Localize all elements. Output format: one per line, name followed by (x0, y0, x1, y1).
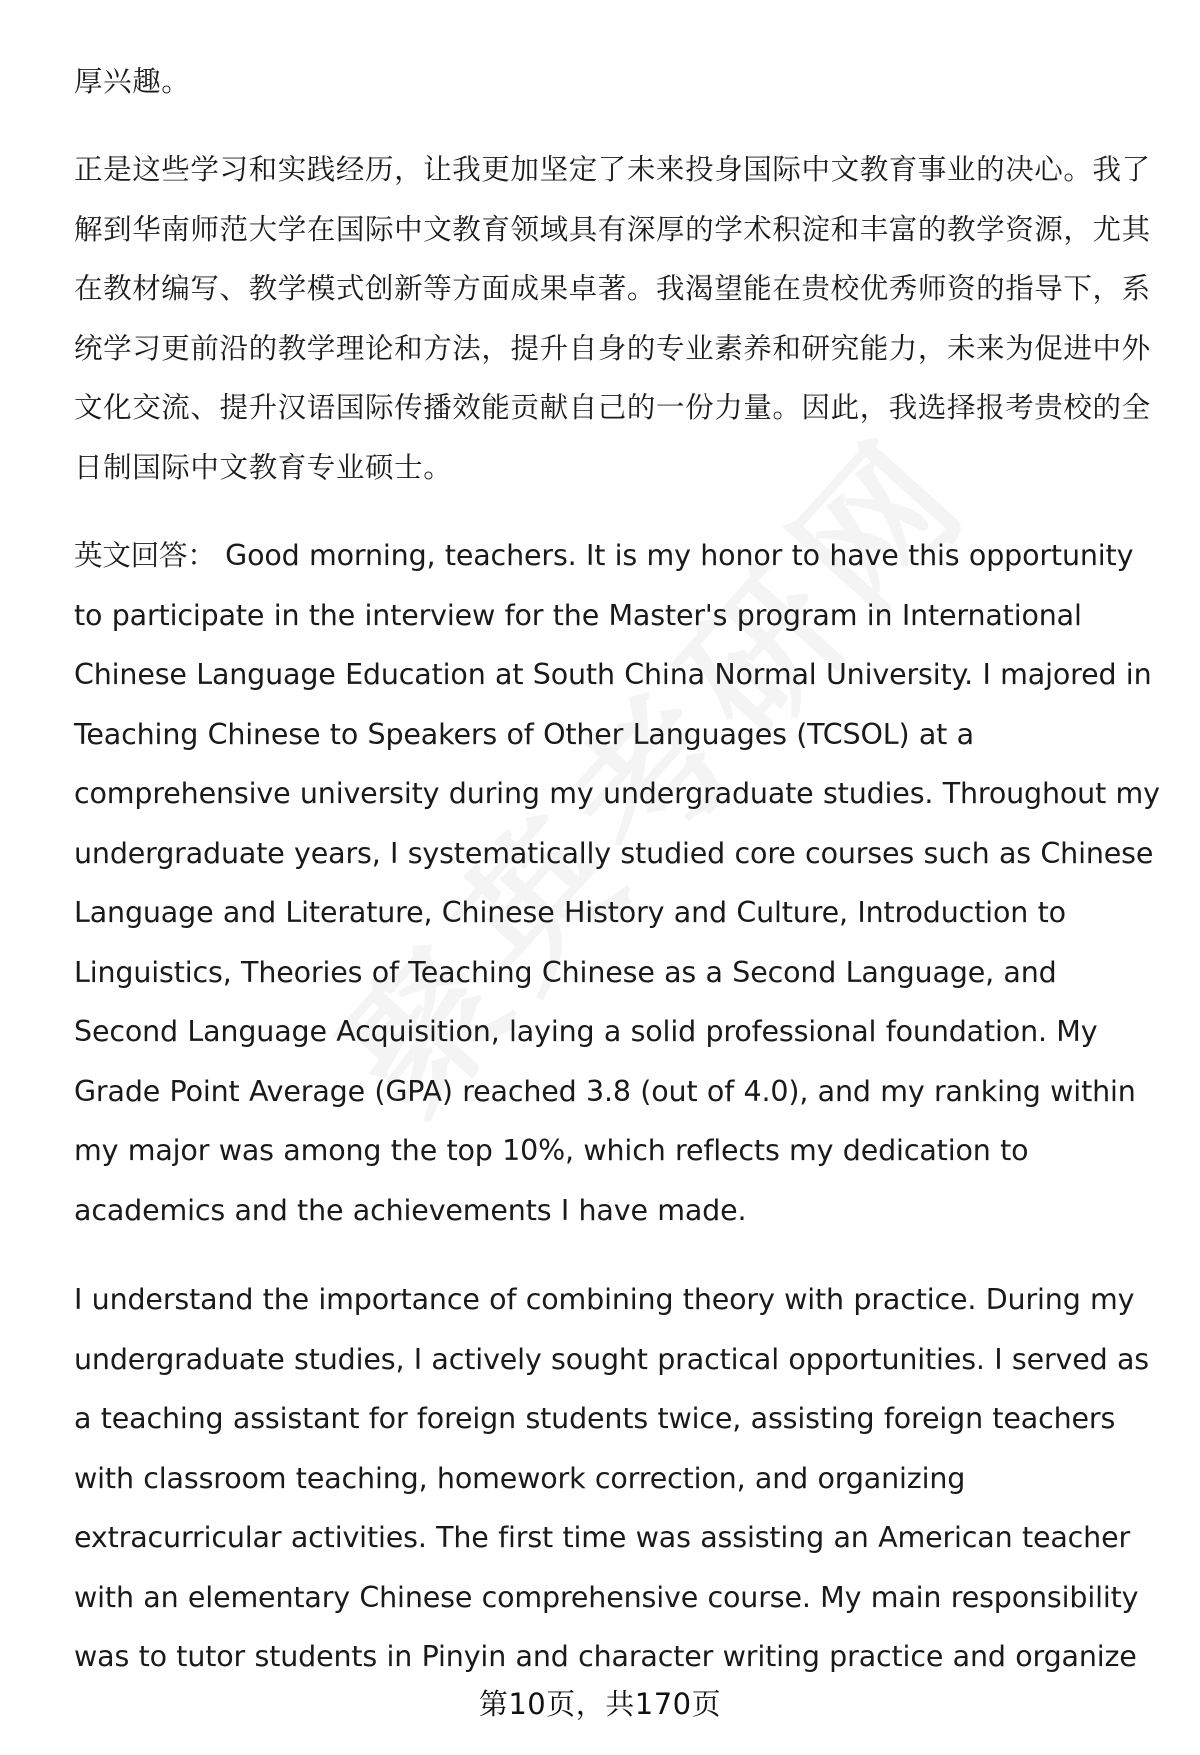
paragraph-chinese-motivation: 正是这些学习和实践经历，让我更加坚定了未来投身国际中文教育事业的决心。我了解到华南师范大学在国际中文教育领域具有深厚的学术积淀和丰富的教学资源，尤其在教材编写、教学模式创新等方面成果卓著。我渴望能在贵校优秀师资的指导下，系统学习更前沿的教学理论和方法，提升自身的专业素养和研究能力，未来为促进中外文化交流、提升汉语国际传播效能贡献自己的一份力量。因此，我选择报考贵校的全日制国际中文教育专业硕士。 (74, 153, 1151, 484)
paragraph-english-practice: I understand the importance of combining theory with practice. During my undergraduate studies, I actively sought practical opportunities. I served as a teaching assistant for foreign students twice, assisting foreign teachers with classroom teaching, homework correction, and organizing extracurricular activities. The first time was assisting an American teacher with an elementary Chinese comprehensive course. My main responsibility was to tutor students in Pinyin and character writing practice and organize (74, 1283, 1150, 1673)
paragraph-continuation: 厚兴趣。 (74, 65, 191, 98)
page-footer: 第10页，共170页 (478, 1687, 722, 1721)
paragraph-english-answer: 英文回答： Good morning, teachers. It is my honor to have this opportunity to participate in the interview for the Master's program in International Chinese Language Education at South China Normal University. I majored in Teaching Chinese to Speakers of Other Languages (TCSOL) at a comprehensive university during my undergraduate studies. Throughout my undergraduate years, I systematically studied core courses such as Chinese Language and Literature, Chinese History and Culture, Introduction to Linguistics, Theories of Teaching Chinese as a Second Language, and Second Language Acquisition, laying a solid professional foundation. My Grade Point Average (GPA) reached 3.8 (out of 4.0), and my ranking within my major was among the top 10%, which reflects my dedication to academics and the achievements I have made. (74, 539, 1160, 1227)
document-page (74, 0, 1164, 1755)
